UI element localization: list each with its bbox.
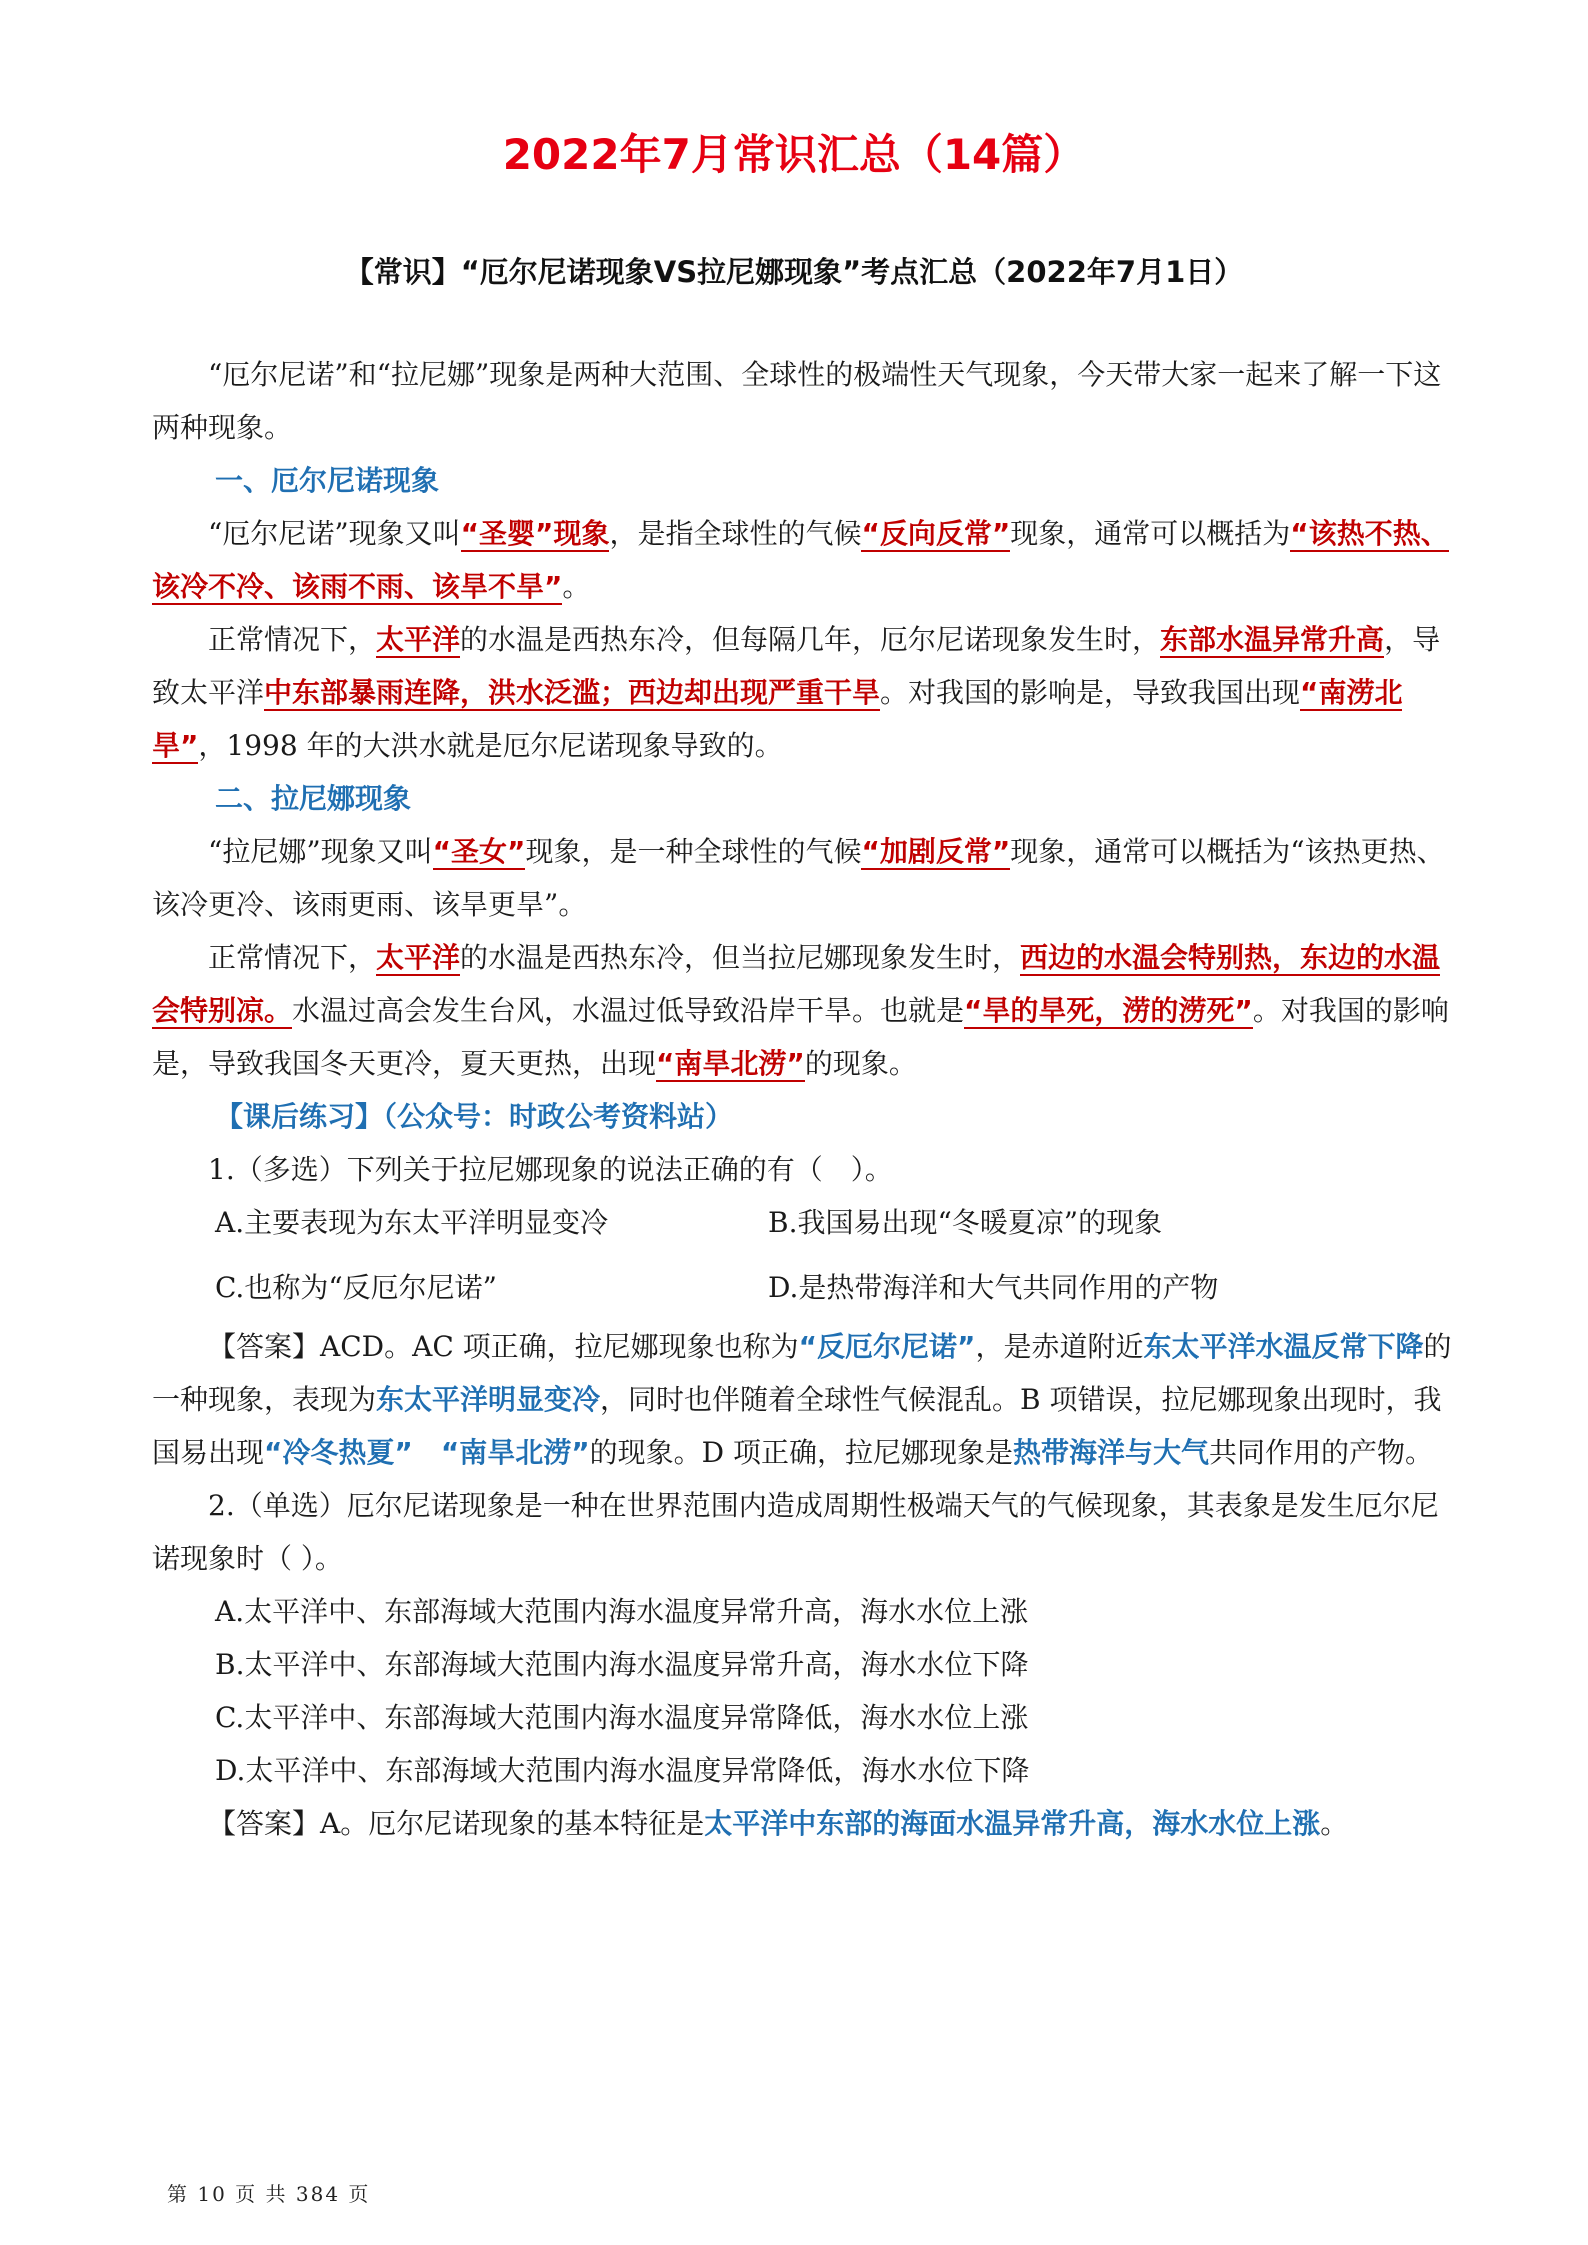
- highlight-text: “南旱北涝”: [440, 1436, 590, 1469]
- highlight-text: 东太平洋水温反常下降: [1143, 1330, 1424, 1363]
- option-b: B.太平洋中、东部海域大范围内海水温度异常升高，海水水位下降: [215, 1648, 1029, 1681]
- page-number: 第 10 页 共 384 页: [167, 2182, 371, 2206]
- highlight-text: 太平洋: [376, 623, 461, 656]
- section-heading-la-nina: 二、拉尼娜现象: [215, 782, 412, 815]
- el-nino-paragraph-1: “厄尔尼诺”现象又叫“圣婴”现象，是指全球性的气候“反向反常”现象，通常可以概括为“该热不热、该冷不冷、该雨不雨、该旱不旱”。: [152, 517, 1449, 603]
- highlight-text: “冷冬热夏”: [264, 1436, 413, 1469]
- highlight-text: 中东部暴雨连降，洪水泛滥；西边却出现严重干旱: [264, 676, 881, 709]
- intro-paragraph: “厄尔尼诺”和“拉尼娜”现象是两种大范围、全球性的极端性天气现象，今天带大家一起来了解一下这两种现象。: [152, 358, 1442, 444]
- question-1-options-row-2: [152, 1261, 1452, 1314]
- highlight-text: “加剧反常”: [861, 835, 1011, 868]
- page-title: 2022年7月常识汇总（14篇）: [502, 130, 1086, 179]
- option-c: C.也称为“反厄尔尼诺”: [215, 1271, 497, 1304]
- question-2-answer: 【答案】A。厄尔尼诺现象的基本特征是太平洋中东部的海面水温异常升高，海水水位上涨。: [208, 1807, 1349, 1840]
- highlight-text: 太平洋中东部的海面水温异常升高，海水水位上涨: [704, 1807, 1321, 1840]
- question-1-stem: 1.（多选）下列关于拉尼娜现象的说法正确的有（ ）。: [208, 1153, 893, 1186]
- la-nina-paragraph-1: “拉尼娜”现象又叫“圣女”现象，是一种全球性的气候“加剧反常”现象，通常可以概括为“该热更热、该冷更冷、该雨更雨、该旱更旱”。: [152, 835, 1445, 921]
- highlight-text: “该热不热、该冷不冷、该雨不雨、该旱不旱”: [152, 517, 1449, 603]
- article-body: [152, 348, 1452, 1850]
- highlight-text: 东部水温异常升高: [1160, 623, 1385, 656]
- question-2-stem: 2.（单选）厄尔尼诺现象是一种在世界范围内造成周期性极端天气的气候现象，其表象是发生厄尔尼诺现象时（ ）。: [152, 1489, 1439, 1575]
- el-nino-paragraph-2: 正常情况下，太平洋的水温是西热东冷，但每隔几年，厄尔尼诺现象发生时，东部水温异常升高，导致太平洋中东部暴雨连降，洪水泛滥；西边却出现严重干旱。对我国的影响是，导致我国出现“南涝北旱”，1998 年的大洪水就是厄尔尼诺现象导致的。: [152, 623, 1441, 762]
- highlight-text: “反厄尔尼诺”: [798, 1330, 976, 1363]
- option-a: A.太平洋中、东部海域大范围内海水温度异常升高，海水水位上涨: [215, 1595, 1029, 1628]
- option-c: C.太平洋中、东部海域大范围内海水温度异常降低，海水水位上涨: [215, 1701, 1029, 1734]
- highlight-text: “反向反常”: [861, 517, 1011, 550]
- question-1-options-row-1: [152, 1196, 1452, 1249]
- option-d: D.是热带海洋和大气共同作用的产物: [768, 1271, 1219, 1304]
- highlight-text: 太平洋: [376, 941, 461, 974]
- highlight-text: 东太平洋明显变冷: [376, 1383, 601, 1416]
- option-a: A.主要表现为东太平洋明显变冷: [215, 1206, 609, 1239]
- question-1-answer: 【答案】ACD。AC 项正确，拉尼娜现象也称为“反厄尔尼诺”，是赤道附近东太平洋水温反常下降的一种现象，表现为东太平洋明显变冷，同时也伴随着全球性气候混乱。B 项错误，拉尼娜现象出现时，我国易出现“冷冬热夏” “南旱北涝”的现象。D 项正确，拉尼娜现象是热带海洋与大气共同作用的产物。: [152, 1330, 1452, 1469]
- option-b: B.我国易出现“冬暖夏凉”的现象: [768, 1206, 1163, 1239]
- article-title: 【常识】“厄尔尼诺现象VS拉尼娜现象”考点汇总（2022年7月1日）: [344, 255, 1244, 289]
- section-heading-el-nino: 一、厄尔尼诺现象: [215, 464, 440, 497]
- highlight-text: “圣女”: [432, 835, 526, 868]
- highlight-text: “南旱北涝”: [656, 1047, 805, 1080]
- highlight-text: 热带海洋与大气: [1013, 1436, 1210, 1469]
- highlight-text: “圣婴”现象: [460, 517, 610, 550]
- highlight-text: 西边的水温会特别热，东边的水温会特别凉。: [152, 941, 1441, 1027]
- highlight-text: “南涝北旱”: [152, 676, 1403, 762]
- highlight-text: “旱的旱死，涝的涝死”: [964, 994, 1253, 1027]
- option-d: D.太平洋中、东部海域大范围内海水温度异常降低，海水水位下降: [215, 1754, 1030, 1787]
- la-nina-paragraph-2: 正常情况下，太平洋的水温是西热东冷，但当拉尼娜现象发生时，西边的水温会特别热，东边的水温会特别凉。水温过高会发生台风，水温过低导致沿岸干旱。也就是“旱的旱死，涝的涝死”。对我国的影响是，导致我国冬天更冷，夏天更热，出现“南旱北涝”的现象。: [152, 941, 1449, 1080]
- practice-heading: 【课后练习】（公众号：时政公考资料站）: [215, 1100, 734, 1133]
